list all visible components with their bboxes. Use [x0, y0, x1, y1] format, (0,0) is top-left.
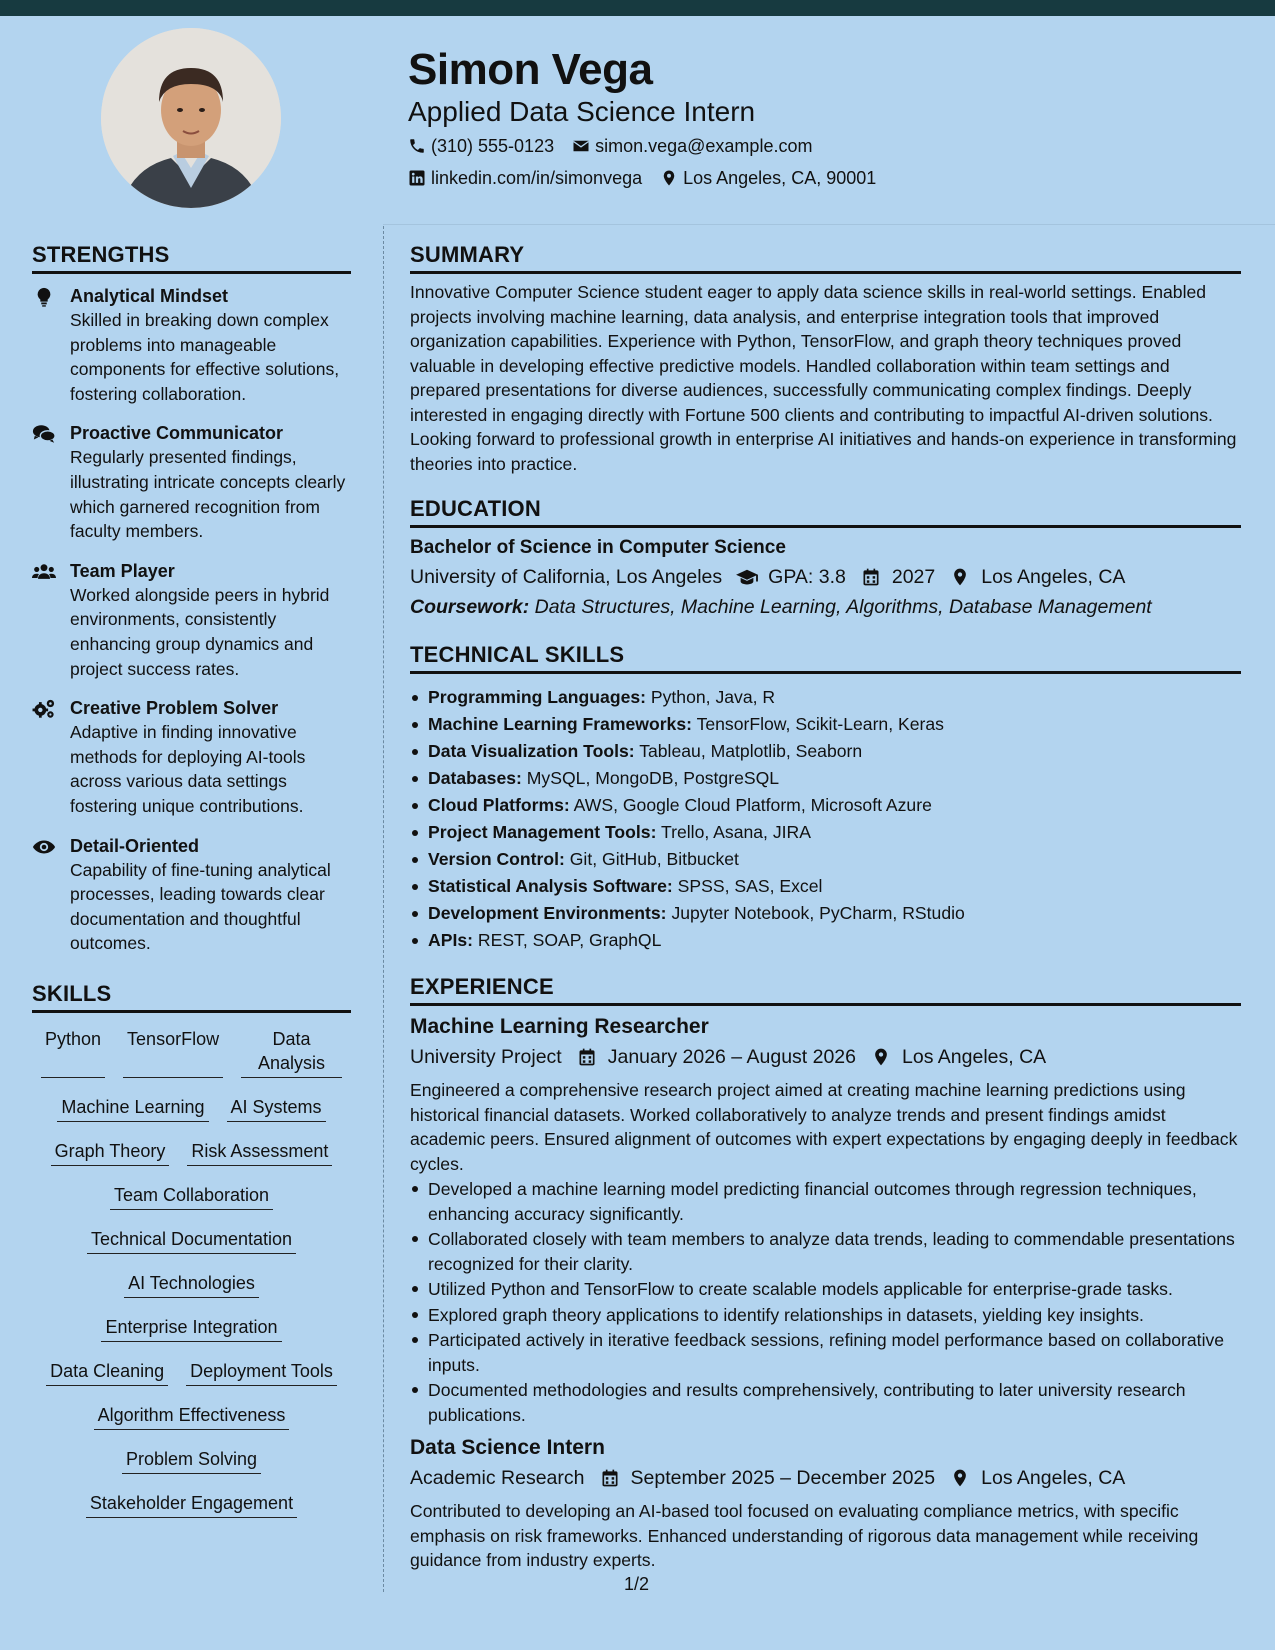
skill-chip: AI Systems: [227, 1095, 326, 1122]
skill-chip-row: [32, 1491, 351, 1518]
technical-skill-value: TensorFlow, Scikit-Learn, Keras: [696, 714, 944, 734]
technical-skill-item: [410, 846, 1241, 873]
job-organization: University Project: [410, 1046, 562, 1068]
strength-title: Team Player: [70, 560, 175, 581]
technical-skill-value: MySQL, MongoDB, PostgreSQL: [526, 768, 780, 788]
technical-skill-item: [410, 900, 1241, 927]
strength-description: Worked alongside peers in hybrid environments, consistently enhancing group dynamics and project success rates.: [70, 584, 330, 679]
strength-description: Capability of fine-tuning analytical processes, leading towards clear documentation and thoughtful outcomes.: [70, 859, 331, 954]
job-entry: [410, 1433, 1241, 1573]
technical-skill-label: Version Control:: [428, 849, 565, 869]
technical-skill-value: Trello, Asana, JIRA: [661, 822, 811, 842]
job-description: Engineered a comprehensive research project aimed at creating machine learning predictions using historical financial datasets. Worked collaboratively to analyze trends and present findings amidst academic peers. Ensured alignment of outcomes with expert expectations by engaging deeply in feedback cycles.: [410, 1080, 1238, 1174]
job-title: Machine Learning Researcher: [410, 1015, 709, 1038]
skill-chip-row: [32, 1183, 351, 1210]
technical-skill-value: REST, SOAP, GraphQL: [477, 930, 662, 950]
contact-row-2: [408, 166, 894, 190]
strength-title: Creative Problem Solver: [70, 698, 279, 719]
skill-chip-row: [32, 1139, 351, 1166]
technical-skill-item: [410, 738, 1241, 765]
phone-text[interactable]: (310) 555-0123: [431, 136, 555, 156]
education-meta: [410, 562, 1241, 592]
summary-section: [410, 240, 1241, 476]
technical-skill-item: [410, 927, 1241, 954]
school-name: University of California, Los Angeles: [410, 566, 723, 588]
skill-chip-row: [32, 1447, 351, 1474]
coursework-list: Data Structures, Machine Learning, Algorithms, Database Management: [534, 596, 1152, 618]
phone-icon: [408, 137, 426, 155]
strength-item: [32, 696, 351, 818]
strength-description: Skilled in breaking down complex problems into manageable components for effective solutions, fostering collaboration.: [70, 310, 340, 404]
skill-chip-row: [32, 1315, 351, 1342]
job-entry: [410, 1012, 1241, 1427]
technical-skill-value: Jupyter Notebook, PyCharm, RStudio: [671, 903, 965, 923]
skill-chip: Deployment Tools: [186, 1359, 337, 1386]
job-bullet: Participated actively in iterative feedback sessions, refining model performance based on collaborative inputs.: [410, 1328, 1241, 1377]
technical-skills-section: [410, 640, 1241, 954]
job-description: Contributed to developing an AI-based tool focused on evaluating compliance metrics, with specific emphasis on risk frameworks. Enhanced understanding of rigorous data management while receiving guidance from industry experts.: [410, 1501, 1199, 1570]
strength-item: [32, 834, 351, 956]
job-title: Data Science Intern: [410, 1436, 605, 1459]
strength-description: Regularly presented findings, illustrating intricate concepts clearly which garnered recognition from faculty members.: [70, 447, 346, 542]
map-pin-icon: [949, 1468, 981, 1488]
page-number: 1/2: [624, 1574, 650, 1594]
technical-skill-item: [410, 711, 1241, 738]
technical-skill-value: AWS, Google Cloud Platform, Microsoft Azure: [573, 795, 932, 815]
job-bullet: Collaborated closely with team members to analyze data trends, leading to commendable presentations recognized for their clarity.: [410, 1227, 1241, 1276]
skill-chip: Data Cleaning: [46, 1359, 168, 1386]
technical-skill-item: [410, 684, 1241, 711]
school-location: Los Angeles, CA: [981, 566, 1126, 588]
coursework-line: [410, 592, 1241, 622]
technical-skill-value: SPSS, SAS, Excel: [677, 876, 823, 896]
technical-skill-label: Programming Languages:: [428, 687, 646, 707]
skill-chip-row: [32, 1095, 351, 1122]
school-location-item: [949, 562, 1125, 592]
map-pin-icon: [949, 567, 971, 587]
job-meta: [410, 1463, 1241, 1493]
strengths-list: [32, 284, 351, 956]
technical-skill-item: [410, 792, 1241, 819]
job-dates-item: [576, 1042, 856, 1072]
technical-skill-value: Git, GitHub, Bitbucket: [569, 849, 739, 869]
email-contact: [572, 134, 812, 158]
jobs-list: [410, 1012, 1241, 1573]
job-organization: Academic Research: [410, 1467, 585, 1489]
technical-skills-heading: TECHNICAL SKILLS: [410, 640, 1241, 674]
gpa-item: [736, 562, 846, 592]
map-pin-icon: [660, 169, 678, 187]
skill-chip: Stakeholder Engagement: [86, 1491, 297, 1518]
technical-skills-list: [410, 684, 1241, 954]
gears-icon: [32, 698, 56, 720]
calendar-icon: [860, 567, 882, 587]
coursework-label: Coursework:: [410, 596, 530, 618]
skill-chip: Enterprise Integration: [101, 1315, 281, 1342]
technical-skill-item: [410, 873, 1241, 900]
left-column: [32, 240, 351, 1535]
map-pin-icon: [870, 1047, 902, 1067]
top-accent-bar: [0, 0, 1275, 16]
job-meta: [410, 1042, 1241, 1072]
skills-heading: SKILLS: [32, 979, 351, 1013]
skills-chips: [32, 1027, 351, 1518]
strengths-heading: STRENGTHS: [32, 240, 351, 274]
summary-text: Innovative Computer Science student eager to apply data science skills in real-world settings. Enabled projects involving machine learning, data analysis, and enterprise integration tools that improved organization capabilities. Experience with Python, TensorFlow, and graph theory techniques proved valuable in developing effective predictive models. Handled collaboration within team settings and prepared presentations for diverse audiences, successfully communicating complex findings. Deeply interested in engaging directly with Fortune 500 clients and contributing to impactful AI-driven solutions. Looking forward to professional growth in enterprise AI initiatives and hands-on experience in transforming theories into practice.: [410, 282, 1237, 474]
skill-chip: Problem Solving: [122, 1447, 261, 1474]
strength-title: Analytical Mindset: [70, 286, 229, 306]
strength-title: Detail-Oriented: [70, 835, 200, 856]
technical-skill-value: Tableau, Matplotlib, Seaborn: [639, 741, 863, 761]
technical-skill-label: Machine Learning Frameworks:: [428, 714, 692, 734]
technical-skill-value: Python, Java, R: [650, 687, 776, 707]
job-bullet: Documented methodologies and results comprehensively, contributing to later university research publications.: [410, 1378, 1241, 1427]
calendar-icon: [599, 1468, 631, 1488]
phone-contact: [408, 134, 554, 158]
strength-title: Proactive Communicator: [70, 423, 284, 444]
job-dates: January 2026 – August 2026: [607, 1046, 857, 1068]
job-location-item: [870, 1042, 1046, 1072]
location-text: Los Angeles, CA, 90001: [683, 168, 877, 188]
technical-skill-label: Development Environments:: [428, 903, 667, 923]
job-location-item: [949, 1463, 1125, 1493]
technical-skill-label: Project Management Tools:: [428, 822, 657, 842]
skill-chip-row: [32, 1271, 351, 1298]
job-bullets: [410, 1177, 1241, 1427]
header-divider: [383, 224, 1275, 225]
skill-chip: Algorithm Effectiveness: [94, 1403, 290, 1430]
job-location: Los Angeles, CA: [981, 1467, 1126, 1489]
linkedin-link[interactable]: linkedin.com/in/simonvega: [431, 168, 643, 188]
job-bullet: Explored graph theory applications to identify relationships in datasets, yielding key insights.: [410, 1303, 1241, 1328]
skill-chip-row: [32, 1359, 351, 1386]
gpa-text: GPA: 3.8: [768, 566, 846, 588]
linkedin-icon: [408, 169, 426, 187]
technical-skill-label: Data Visualization Tools:: [428, 741, 635, 761]
technical-skill-item: [410, 765, 1241, 792]
skill-chip-row: [32, 1227, 351, 1254]
skill-chip: Python: [41, 1027, 105, 1078]
location-contact: [660, 166, 876, 190]
job-dates-item: [599, 1463, 936, 1493]
skill-chip: Graph Theory: [51, 1139, 170, 1166]
technical-skill-item: [410, 819, 1241, 846]
education-heading: EDUCATION: [410, 494, 1241, 528]
users-icon: [32, 561, 56, 583]
column-divider: [383, 226, 384, 1592]
job-bullet: Developed a machine learning model predicting financial outcomes through regression techniques, enhancing accuracy significantly.: [410, 1177, 1241, 1226]
right-column: [410, 240, 1241, 1591]
skill-chip: Machine Learning: [57, 1095, 208, 1122]
lightbulb-icon: [32, 286, 56, 308]
profile-photo: [101, 28, 281, 208]
envelope-icon: [572, 137, 590, 155]
experience-heading: EXPERIENCE: [410, 972, 1241, 1006]
skill-chip: Data Analysis: [241, 1027, 342, 1078]
strength-item: [32, 559, 351, 681]
skill-chip: AI Technologies: [124, 1271, 259, 1298]
calendar-icon: [576, 1047, 608, 1067]
graduation-cap-icon: [736, 567, 758, 587]
skill-chip-row: [32, 1027, 351, 1078]
job-dates: September 2025 – December 2025: [630, 1467, 936, 1489]
graduation-year-item: [860, 562, 935, 592]
job-location: Los Angeles, CA: [902, 1046, 1047, 1068]
skill-chip-row: [32, 1403, 351, 1430]
strength-item: [32, 421, 351, 543]
candidate-name: Simon Vega: [408, 45, 653, 94]
technical-skill-label: APIs:: [428, 930, 473, 950]
linkedin-contact: [408, 166, 642, 190]
contact-row-1: [408, 134, 830, 158]
technical-skill-label: Statistical Analysis Software:: [428, 876, 673, 896]
experience-section: [410, 972, 1241, 1573]
skill-chip: TensorFlow: [123, 1027, 223, 1078]
skill-chip: Risk Assessment: [187, 1139, 332, 1166]
graduation-year: 2027: [891, 566, 936, 588]
comments-icon: [32, 423, 56, 445]
strength-item: [32, 284, 351, 406]
skill-chip: Team Collaboration: [110, 1183, 273, 1210]
degree-title: Bachelor of Science in Computer Science: [410, 537, 786, 558]
candidate-role: Applied Data Science Intern: [408, 96, 756, 127]
skill-chip: Technical Documentation: [87, 1227, 296, 1254]
education-section: [410, 494, 1241, 622]
email-link[interactable]: simon.vega@example.com: [595, 136, 813, 156]
job-bullet: Utilized Python and TensorFlow to create scalable models applicable for enterprise-grade tasks.: [410, 1277, 1241, 1302]
technical-skill-label: Cloud Platforms:: [428, 795, 570, 815]
summary-heading: SUMMARY: [410, 240, 1241, 274]
strength-description: Adaptive in finding innovative methods for deploying AI-tools across various data settings fostering unique contributions.: [70, 722, 306, 816]
technical-skill-label: Databases:: [428, 768, 522, 788]
eye-icon: [32, 836, 56, 858]
